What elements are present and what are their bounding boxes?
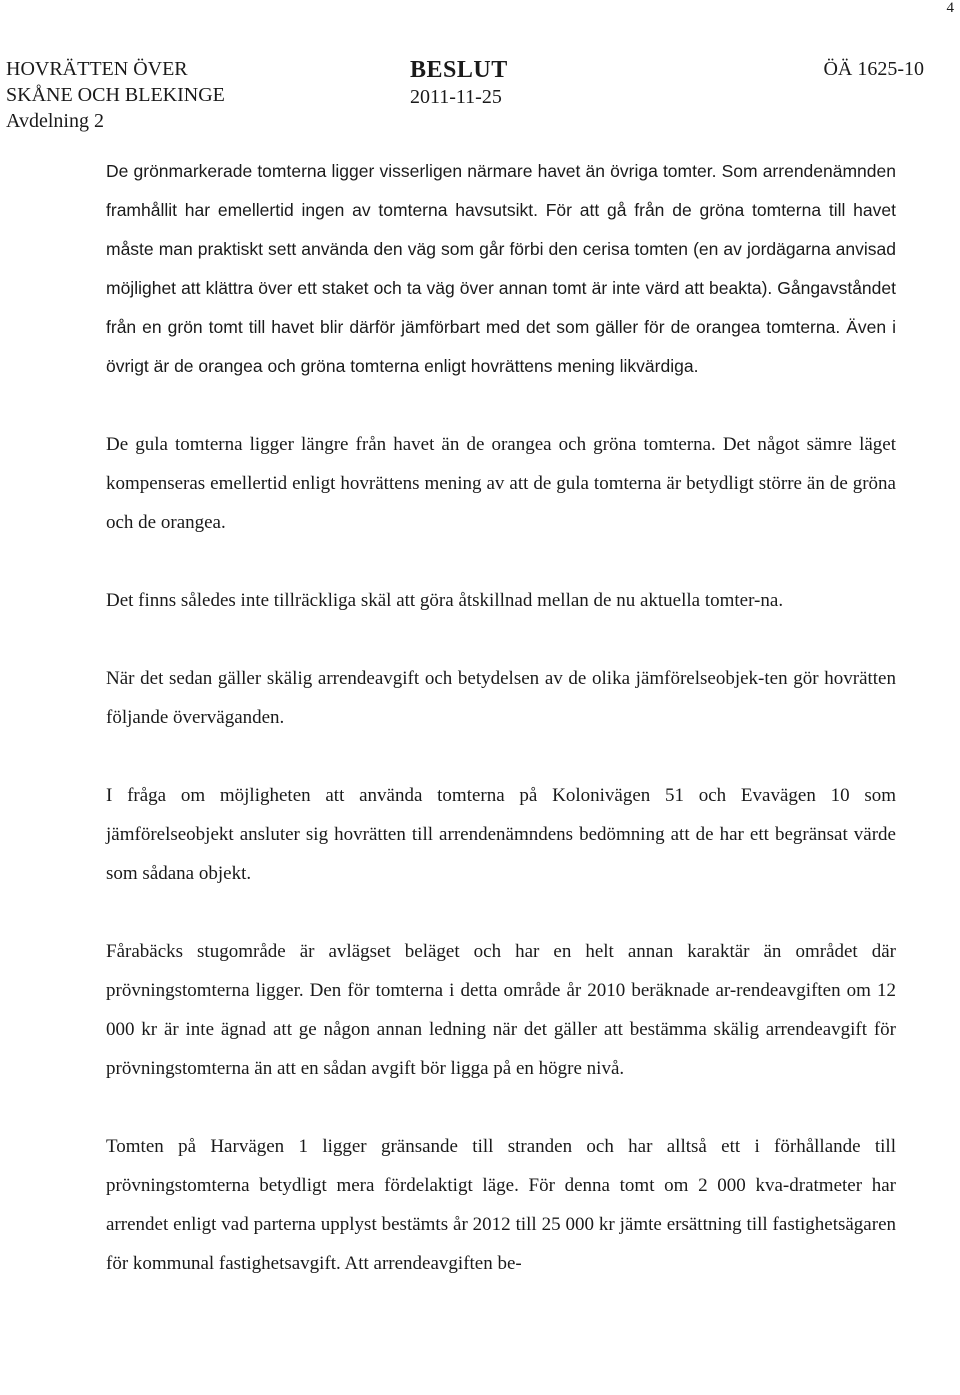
paragraph: Tomten på Harvägen 1 ligger gränsande till stranden och har alltså ett i förhållande till prövningstomterna betydligt mera fördelaktigt läge. För denna tomt om 2 000 kva-dratmeter har arrendet enligt vad parterna upplyst bestämts år 2012 till 25 000 kr jämte ersättning till fastighetsägaren för kommunal fastighetsavgift. Att arrendeavgiften be- — [106, 1136, 896, 1274]
paragraph: De gula tomterna ligger längre från havet än de orangea och gröna tomterna. Det något sämre läget kompenseras emellertid enligt hovrättens mening av att de gula tomterna är betydligt större än de gröna och de orangea. — [106, 434, 896, 533]
court-name-line2: SKÅNE OCH BLEKINGE — [6, 84, 225, 106]
header-decision — [410, 56, 508, 110]
case-number: ÖÄ 1625-10 — [823, 58, 924, 80]
division: Avdelning 2 — [6, 110, 104, 132]
paragraph: I fråga om möjligheten att använda tomterna på Kolonivägen 51 och Evavägen 10 som jämförelseobjekt ansluter sig hovrätten till arrendenämndens bedömning att de har ett begränsat värde som sådana objekt. — [106, 785, 896, 884]
paragraph: Fårabäcks stugområde är avlägset beläget och har en helt annan karaktär än området där prövningstomterna ligger. Den för tomterna i detta område år 2010 beräknade ar-rendeavgiften om 12 000 kr är inte ägnad att ge någon annan ledning när det gäller att bestämma skälig arrendeavgift för prövningstomterna än att en sådan avgift bör ligga på en högre nivå. — [106, 941, 896, 1079]
court-name-line1: HOVRÄTTEN ÖVER — [6, 58, 188, 80]
paragraph: De grönmarkerade tomterna ligger visserligen närmare havet än övriga tomter. Som arrendenämnden framhållit har emellertid ingen av tomterna havsutsikt. För att gå från de gröna tomterna till havet måste man praktiskt sett använda den väg som går förbi den cerisa tomten (en av jordägarna anvisad möjlighet att klättra över ett staket och ta väg över annan tomt är inte värd att beakta). Gångavståndet från en grön tomt till havet blir därför jämförbart med det som gäller för de orangea tomterna. Även i övrigt är de orangea och gröna tomterna enligt hovrättens mening likvärdiga. — [106, 161, 896, 376]
document-type: BESLUT — [410, 57, 508, 83]
paragraph: Det finns således inte tillräckliga skäl att göra åtskillnad mellan de nu aktuella tomter-na. — [106, 590, 784, 611]
page-number: 4 — [946, 0, 954, 16]
header-court — [6, 56, 225, 134]
decision-date: 2011-11-25 — [410, 86, 502, 108]
paragraph: När det sedan gäller skälig arrendeavgift och betydelsen av de olika jämförelseobjek-ten gör hovrätten följande överväganden. — [106, 668, 896, 728]
body-text — [106, 152, 896, 1322]
